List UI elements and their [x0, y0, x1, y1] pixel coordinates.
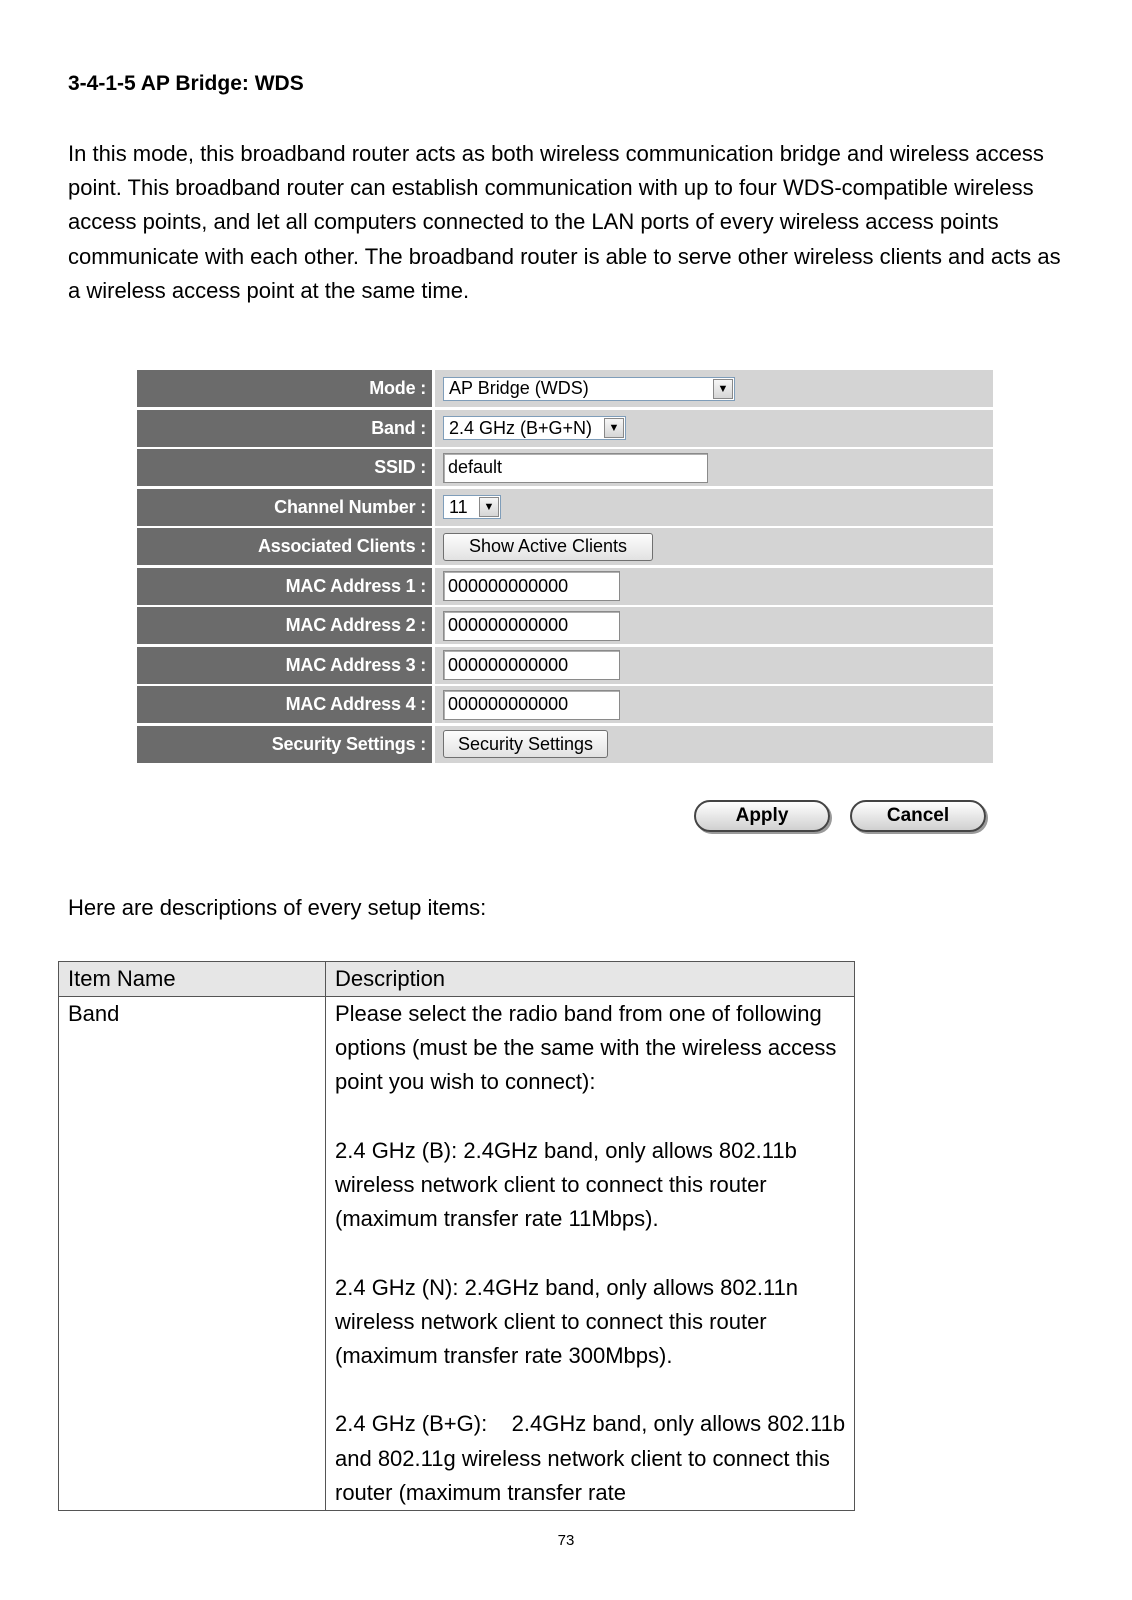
- item-name-header: Item Name: [59, 962, 326, 997]
- chevron-down-icon: ▼: [713, 379, 733, 399]
- channel-label: Channel Number :: [137, 489, 432, 526]
- mac-address-4-label: MAC Address 4 :: [137, 686, 432, 723]
- intro-paragraph: In this mode, this broadband router acts as both wireless communication bridge and wireless access point. This broadband router can establish communication with up to four WDS-compatible wireless access points, and let all computers connected to the LAN ports of every wireless access points communicate with each other. The broadband router is able to serve other wireless clients and acts as a wireless access point at the same time.: [68, 141, 1061, 303]
- description-paragraph: Please select the radio band from one of following options (must be the same with the wireless access point you wish to connect):: [335, 1001, 837, 1095]
- description-table: [58, 961, 855, 1511]
- ssid-input[interactable]: default: [443, 453, 708, 483]
- chevron-down-icon: ▼: [479, 497, 499, 517]
- mode-label: Mode :: [137, 370, 432, 407]
- mode-select[interactable]: AP Bridge (WDS) ▼: [443, 377, 735, 401]
- descriptions-intro: Here are descriptions of every setup items:: [68, 895, 487, 920]
- table-header-row: [59, 962, 855, 997]
- mac-address-1-input[interactable]: 000000000000: [443, 571, 620, 601]
- band-label: Band :: [137, 410, 432, 447]
- description-header: Description: [326, 962, 855, 997]
- form-actions: [694, 800, 986, 832]
- mac-address-4-input[interactable]: 000000000000: [443, 690, 620, 720]
- description-cell: [326, 997, 855, 1511]
- security-settings-row: [137, 726, 993, 763]
- show-active-clients-button[interactable]: Show Active Clients: [443, 533, 653, 561]
- ssid-row: [137, 449, 993, 486]
- mac-address-2-label: MAC Address 2 :: [137, 607, 432, 644]
- channel-select[interactable]: 11 ▼: [443, 495, 501, 519]
- associated-clients-label: Associated Clients :: [137, 528, 432, 565]
- apply-button[interactable]: Apply: [694, 800, 830, 832]
- mac-address-2-input[interactable]: 000000000000: [443, 611, 620, 641]
- security-settings-label: Security Settings :: [137, 726, 432, 763]
- cancel-button[interactable]: Cancel: [850, 800, 986, 832]
- mac-address-3-row: [137, 647, 993, 684]
- item-name-cell: Band: [59, 997, 326, 1511]
- table-row: [59, 997, 855, 1511]
- mac-address-1-label: MAC Address 1 :: [137, 568, 432, 605]
- mac-address-3-label: MAC Address 3 :: [137, 647, 432, 684]
- page-number: 73: [557, 1532, 575, 1549]
- mac-address-4-row: [137, 686, 993, 723]
- band-row: [137, 410, 993, 447]
- description-paragraph: 2.4 GHz (N): 2.4GHz band, only allows 802.11n wireless network client to connect this router (maximum transfer rate 300Mbps).: [335, 1274, 799, 1368]
- associated-clients-row: [137, 528, 993, 565]
- channel-row: [137, 489, 993, 526]
- section-heading: 3-4-1-5 AP Bridge: WDS: [68, 72, 304, 95]
- description-paragraph: 2.4 GHz (B): 2.4GHz band, only allows 802.11b wireless network client to connect this router (maximum transfer rate 11Mbps).: [335, 1137, 797, 1232]
- mac-address-3-input[interactable]: 000000000000: [443, 650, 620, 680]
- mac-address-2-row: [137, 607, 993, 644]
- mac-address-1-row: [137, 568, 993, 605]
- mode-row: [137, 370, 993, 407]
- chevron-down-icon: ▼: [604, 418, 624, 438]
- ssid-label: SSID :: [137, 449, 432, 486]
- description-paragraph: 2.4 GHz (B+G): 2.4GHz band, only allows 802.11b and 802.11g wireless network client to connect this router (maximum transfer rate: [335, 1411, 852, 1505]
- wds-settings-panel: [137, 370, 993, 765]
- band-select[interactable]: 2.4 GHz (B+G+N) ▼: [443, 416, 626, 440]
- security-settings-button[interactable]: Security Settings: [443, 730, 608, 758]
